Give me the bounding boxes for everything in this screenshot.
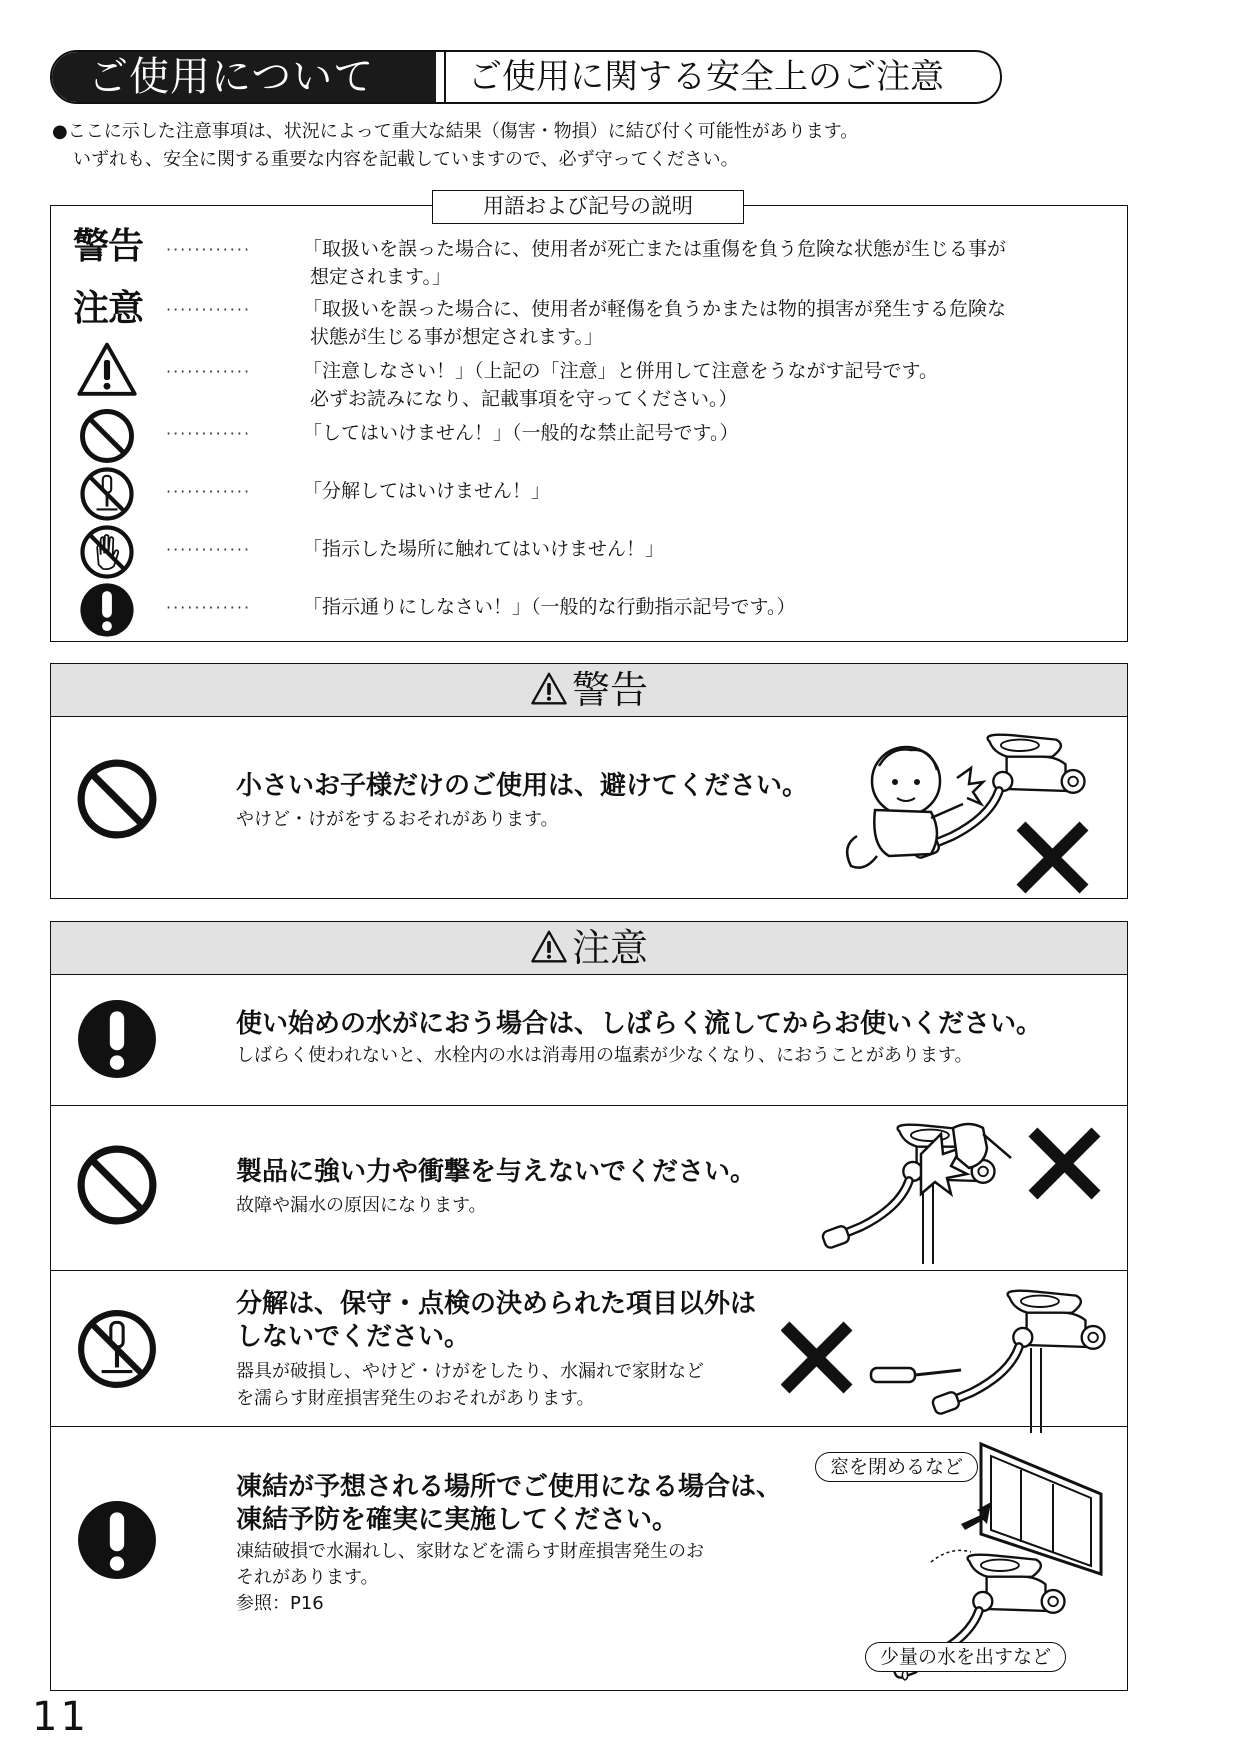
caution-item-title: 製品に強い力や衝撃を与えないでください。 [236,1157,757,1187]
section-title: ご使用について [52,52,436,102]
leader-dots: ············ [166,540,252,559]
leader-dots: ············ [166,598,252,617]
callout-close-window: 窓を閉めるなど [815,1452,978,1482]
warning-header [51,664,1127,717]
no-disassembly-icon [76,1308,158,1390]
caution-item-title: 分解は、保守・点検の決められた項目以外は [236,1289,757,1319]
caution-item-detail: を濡らす財産損害発生のおそれがあります。 [236,1388,595,1409]
leader-dots: ············ [166,362,252,381]
caution-header [51,922,1127,975]
legend-title: 用語および記号の説明 [432,190,744,224]
row-divider [51,1426,1127,1427]
caution-item-detail: 凍結破損で水漏れし、家財などを濡らす財産損害発生のお [236,1541,704,1562]
prohibition-icon [79,408,135,464]
legend-text: 想定されます。」 [310,266,451,288]
legend-text: 「指示した場所に触れてはいけません！」 [303,538,665,560]
no-touch-icon [79,524,135,580]
leader-dots: ············ [166,240,252,259]
legend-text: 「取扱いを誤った場合に、使用者が軽傷を負うかまたは物的損害が発生する危険な [303,298,1007,320]
row-divider [51,1105,1127,1106]
row-divider [51,1270,1127,1271]
caution-item-detail: 器具が破損し、やけど・けがをしたり、水漏れで家財など [236,1361,704,1382]
page-number: 11 [32,1694,89,1740]
caution-item-detail: 故障や漏水の原因になります。 [236,1195,487,1216]
mandatory-action-icon [76,998,158,1080]
prohibition-icon [76,1144,158,1226]
legend-label-warning: 警告 [73,226,144,267]
caution-item-detail: それがあります。 [236,1567,379,1588]
legend-text: 「指示通りにしなさい！」（一般的な行動指示記号です。） [303,596,796,618]
legend-text: 状態が生じる事が想定されます。」 [310,326,603,348]
warning-item-title: 小さいお子様だけのご使用は、避けてください。 [236,771,809,801]
page-header [50,50,1002,104]
child-faucet-illustration [831,726,1121,896]
page-reference: 参照：P16 [236,1593,324,1614]
warning-section [50,663,1128,899]
caution-item-title: しないでください。 [236,1322,471,1352]
intro-line-2: いずれも、安全に関する重要な内容を記載していますので、必ず守ってください。 [73,149,739,170]
impact-faucet-illustration [771,1114,1111,1274]
leader-dots: ············ [166,482,252,501]
caution-heading: 注意 [571,926,648,970]
callout-run-water: 少量の水を出すなど [865,1642,1066,1672]
caution-section [50,921,1128,1691]
no-disassembly-icon [79,466,135,522]
warning-triangle-icon [530,671,568,707]
legend-text: 「注意しなさい！」（上記の「注意」と併用して注意をうながす記号です。 [303,360,938,382]
warning-triangle-icon [530,929,568,965]
caution-item-detail: しばらく使われないと、水栓内の水は消毒用の塩素が少なくなり、におうことがあります。 [236,1045,973,1066]
warning-item-detail: やけど・けがをするおそれがあります。 [236,809,559,830]
intro-line-1: ●ここに示した注意事項は、状況によって重大な結果（傷害・物損）に結び付く可能性があります。 [52,121,859,142]
legend-label-caution: 注意 [73,288,144,329]
leader-dots: ············ [166,424,252,443]
caution-item-title: 使い始めの水がにおう場合は、しばらく流してからお使いください。 [236,1009,1043,1039]
legend-text: 必ずお読みになり、記載事項を守ってください。） [310,388,738,410]
screwdriver-faucet-illustration [781,1278,1121,1438]
legend-text: 「分解してはいけません！」 [303,480,551,502]
section-subtitle: ご使用に関する安全上のご注意 [444,52,1000,102]
caution-item-title: 凍結予防を確実に実施してください。 [236,1505,679,1535]
leader-dots: ············ [166,300,252,319]
mandatory-action-icon [79,582,135,638]
mandatory-action-icon [76,1499,158,1581]
warning-triangle-icon [76,340,138,400]
caution-item-title: 凍結が予想される場所でご使用になる場合は、 [236,1472,783,1502]
warning-heading: 警告 [571,668,648,712]
prohibition-icon [76,758,158,840]
legend-text: 「してはいけません！」（一般的な禁止記号です。） [303,422,739,444]
legend-text: 「取扱いを誤った場合に、使用者が死亡または重傷を負う危険な状態が生じる事が [303,238,1007,260]
